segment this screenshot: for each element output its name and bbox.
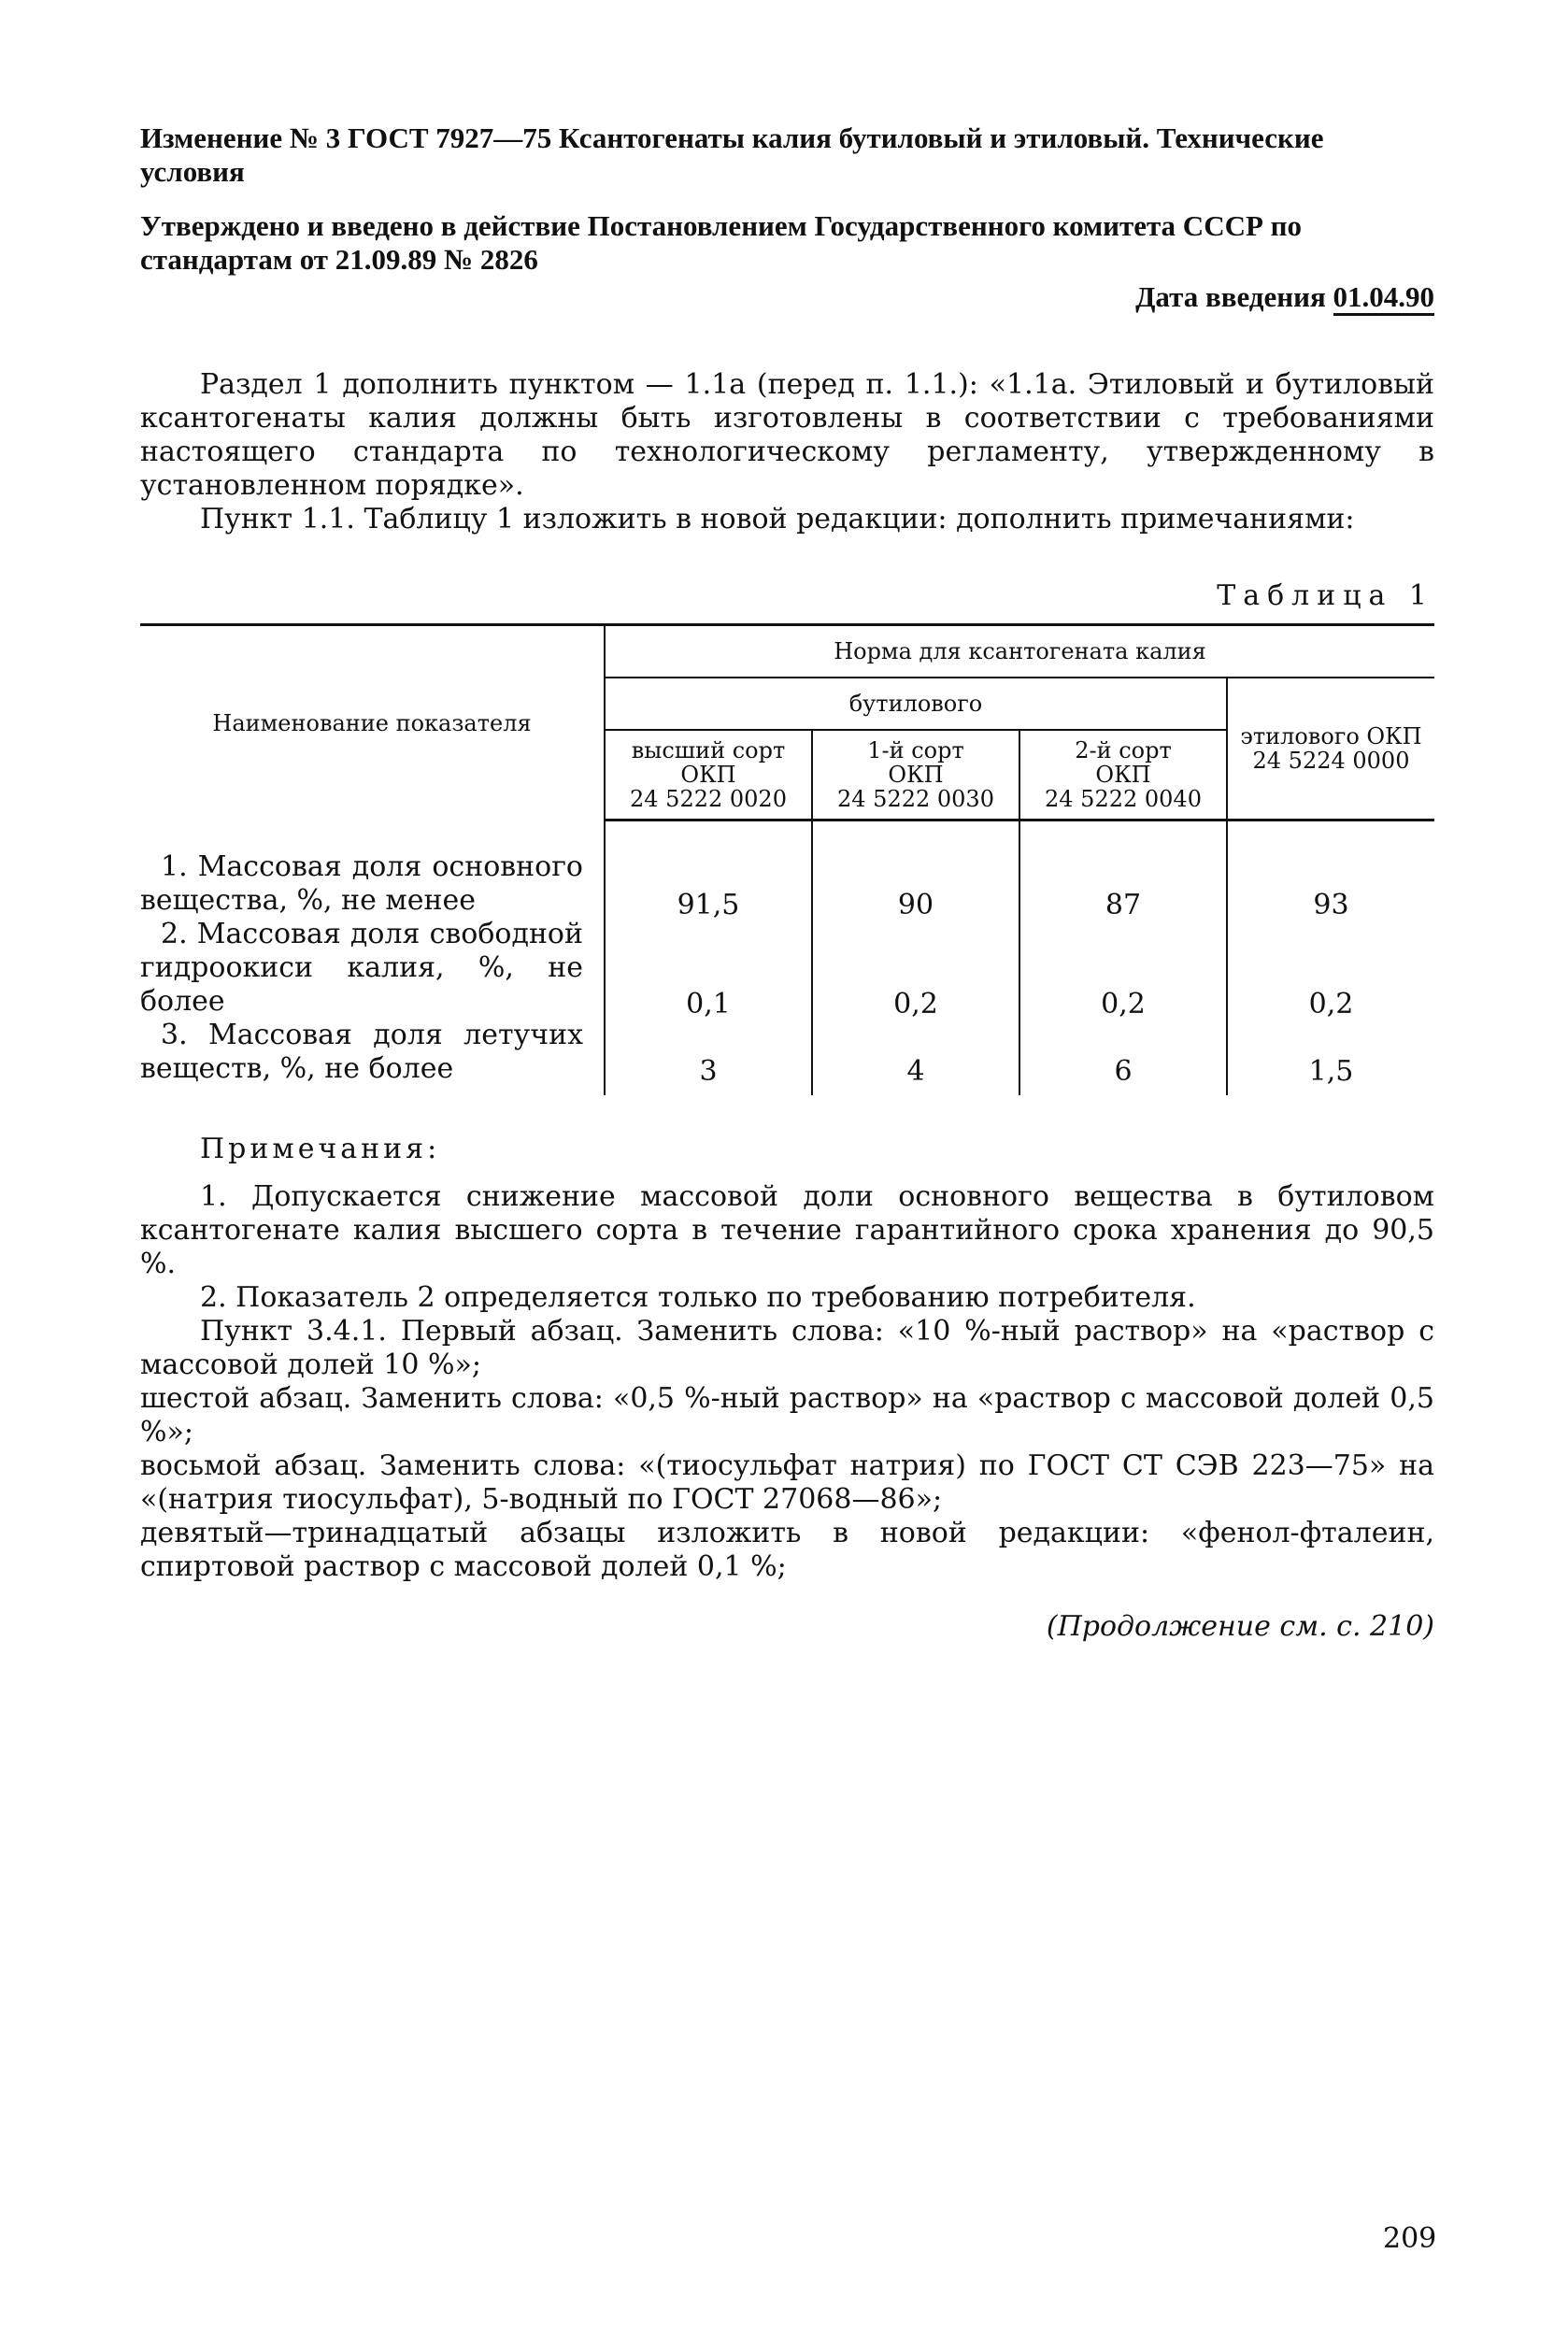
cell-value: 6 (1114, 1055, 1133, 1088)
note-1: 1. Допускается снижение массовой доли основного вещества в бутиловом ксантогенате калия высшего сорта в течение гарантийного срока хранения до 90,5 %. (140, 1179, 1434, 1280)
cell-value: 87 (1105, 889, 1142, 921)
col-grade2-values (1019, 820, 1227, 1095)
col-ethyl-values (1227, 820, 1434, 1095)
page-number: 209 (1383, 2222, 1437, 2255)
cell-value: 0,2 (1308, 988, 1354, 1020)
cell-value: 90 (897, 889, 934, 921)
cell-value: 0,2 (893, 988, 938, 1020)
intro-paragraph-2: Пункт 1.1. Таблицу 1 изложить в новой редакции: дополнить примечаниями: (200, 503, 1355, 535)
effective-date-value: 01.04.90 (1333, 280, 1435, 316)
butyl-col-grade1: 1-й сорт ОКП 24 5222 0030 (812, 730, 1019, 820)
norm-header: Норма для ксантогената калия (605, 625, 1434, 678)
cell-value: 93 (1313, 889, 1349, 921)
row-2-name: 2. Массовая доля свободной гидроокиси калия, %, не более (140, 917, 583, 1018)
cell-value: 0,2 (1101, 988, 1146, 1020)
butyl-header: бутилового (605, 678, 1227, 730)
cell-value: 3 (699, 1055, 718, 1088)
row-1-name: 1. Массовая доля основного вещества, %, не менее (140, 849, 583, 917)
col-header-name: Наименование показателя (212, 709, 532, 736)
specs-table (140, 623, 1434, 1095)
cell-value: 4 (906, 1055, 925, 1088)
cell-value: 0,1 (686, 988, 731, 1020)
row-names (140, 820, 605, 1095)
ethyl-header: этилового ОКП 24 5224 0000 (1227, 678, 1434, 820)
row-3-name: 3. Массовая доля летучих веществ, %, не более (140, 1018, 583, 1085)
notes-title: Примечания: (200, 1132, 441, 1165)
document-page (140, 121, 1434, 1643)
amendment-title: Изменение № 3 ГОСТ 7927—75 Ксантогенаты калия бутиловый и этиловый. Технические условия (140, 121, 1324, 188)
amendment-paragraph: Пункт 3.4.1. Первый абзац. Заменить слова: «10 %-ный раствор» на «раствор с массовой долей 10 %»; (140, 1314, 1434, 1381)
cell-value: 91,5 (677, 889, 740, 921)
table-caption: Таблица 1 (1217, 579, 1434, 612)
amendment-paragraph: восьмой абзац. Заменить слова: «(тиосульфат натрия) по ГОСТ СТ СЭВ 223—75» на «(натрия тиосульфат), 5-водный по ГОСТ 27068—86»; (140, 1448, 1434, 1516)
butyl-col-grade2: 2-й сорт ОКП 24 5222 0040 (1019, 730, 1227, 820)
butyl-col-premium: высший сорт ОКП 24 5222 0020 (605, 730, 812, 820)
cell-value: 1,5 (1308, 1055, 1354, 1088)
effective-date-label: Дата введения (1135, 280, 1326, 313)
effective-date (140, 280, 1434, 314)
amendment-paragraph: девятый—тринадцатый абзацы изложить в новой редакции: «фенол-фталеин, спиртовой раствор с массовой долей 0,1 %; (140, 1516, 1434, 1583)
amendment-paragraph: шестой абзац. Заменить слова: «0,5 %-ный раствор» на «раствор с массовой долей 0,5 %»; (140, 1381, 1434, 1448)
col-premium-values (605, 820, 812, 1095)
col-grade1-values (812, 820, 1019, 1095)
approval-statement: Утверждено и введено в действие Постановлением Государственного комитета СССР по стандартам от 21.09.89 № 2826 (140, 209, 1303, 276)
continuation-note: (Продолжение см. с. 210) (1046, 1609, 1434, 1643)
intro-paragraph-1: Раздел 1 дополнить пунктом — 1.1а (перед п. 1.1.): «1.1а. Этиловый и бутиловый ксантогенаты калия должны быть изготовлены в соответствии с требованиями настоящего стандарта по технологическому регламенту, утвержденному в установленном порядке». (140, 368, 1434, 502)
note-2: 2. Показатель 2 определяется только по требованию потребителя. (200, 1280, 1196, 1314)
table-body-row (140, 820, 1434, 1095)
